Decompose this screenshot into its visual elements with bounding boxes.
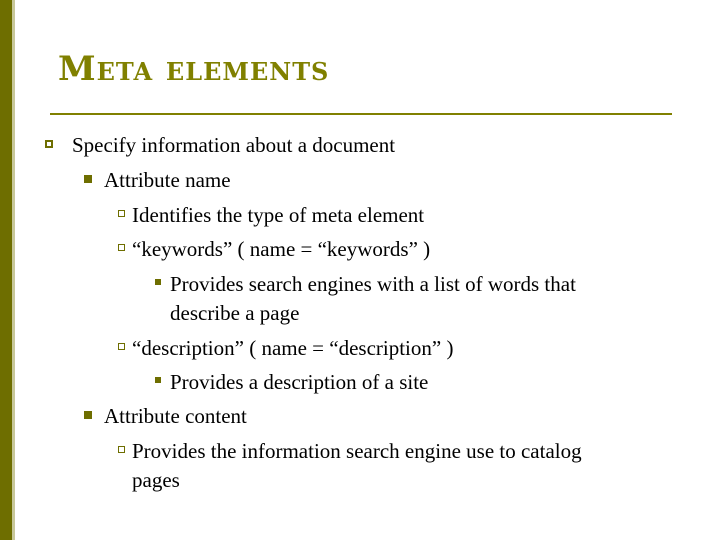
- bullet-text-level3: Provides the information search engine use to catalog: [132, 439, 582, 463]
- bullet-text-level2: Attribute name: [104, 168, 231, 192]
- bullet-text-level3: Identifies the type of meta element: [132, 203, 425, 227]
- hollow-square-bullet-icon: [118, 210, 125, 217]
- bullet-text-level3: “description” ( name = “description” ): [132, 336, 454, 360]
- bullet-text-level2: Attribute content: [104, 404, 247, 428]
- solid-square-bullet-icon: [84, 411, 92, 419]
- title-underline: [50, 113, 672, 115]
- hollow-square-bullet-icon: [45, 140, 53, 148]
- solid-small-square-bullet-icon: [155, 377, 161, 383]
- hollow-square-bullet-icon: [118, 343, 125, 350]
- bullet-text-level4-continued: describe a page: [170, 301, 300, 325]
- bullet-text-level1: Specify information about a document: [72, 133, 396, 157]
- bullet-text-level3-continued: pages: [132, 468, 180, 492]
- solid-small-square-bullet-icon: [155, 279, 161, 285]
- bullet-text-level4: Provides search engines with a list of words that: [170, 272, 576, 296]
- bullet-text-level3: “keywords” ( name = “keywords” ): [132, 237, 431, 261]
- hollow-square-bullet-icon: [118, 446, 125, 453]
- left-accent-bar-light: [12, 0, 15, 540]
- slide-title: Meta elements: [58, 49, 330, 89]
- left-accent-bar: [0, 0, 12, 540]
- hollow-square-bullet-icon: [118, 244, 125, 251]
- solid-square-bullet-icon: [84, 175, 92, 183]
- bullet-text-level4: Provides a description of a site: [170, 370, 429, 394]
